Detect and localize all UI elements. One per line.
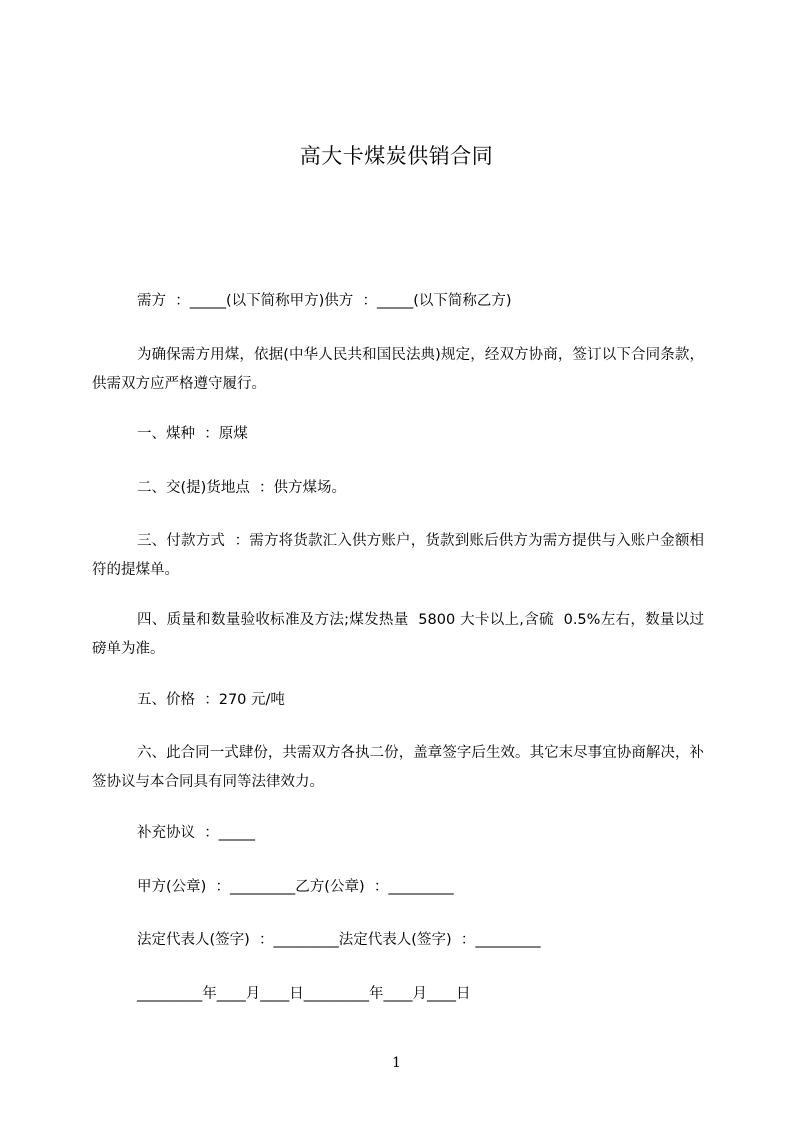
document-title: 高大卡煤炭供销合同	[299, 144, 494, 168]
clause-price: 五、价格 ：270 元/吨	[137, 692, 285, 708]
supplement-line: 补充协议 ：_____	[137, 825, 255, 841]
clause-quality-quantity: 四、质量和数量验收标准及方法;煤发热量 5800 大卡以上,含硫 0.5%左右，数量以过磅单为准。	[92, 612, 704, 657]
dates-line: _________年____月____日_________年____月____日	[137, 986, 471, 1002]
intro-paragraph: 为确保需方用煤，依据(中华人民共和国民法典)规定，经双方协商，签订以下合同条款，供需双方应严格遵守履行。	[92, 347, 704, 392]
clause-payment-method: 三、付款方式 ：需方将货款汇入供方账户，货款到账后供方为需方提供与入账户金额相符的提煤单。	[92, 533, 704, 578]
seals-line: 甲方(公章) ：_________乙方(公章) ：_________	[137, 879, 454, 895]
parties-line: 需方 ：_____(以下简称甲方)供方 ：_____(以下简称乙方)	[137, 293, 512, 309]
page-number: 1	[392, 1055, 401, 1071]
clause-coal-type: 一、煤种 ：原煤	[137, 426, 248, 442]
clause-delivery-location: 二、交(提)货地点 ：供方煤场。	[137, 480, 347, 496]
clause-copies-effect: 六、此合同一式肆份，共需双方各执二份，盖章签字后生效。其它末尽事宜协商解决，补签协议与本合同具有同等法律效力。	[92, 745, 704, 790]
signatures-line: 法定代表人(签字) ：_________法定代表人(签字) ：_________	[137, 932, 541, 948]
